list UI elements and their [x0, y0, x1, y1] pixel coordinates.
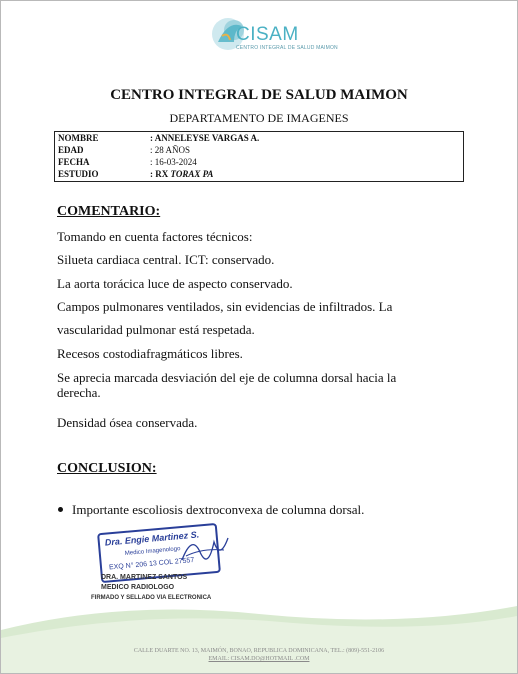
- comentario-line: Densidad ósea conservada.: [57, 415, 198, 430]
- logo-subtitle: CENTRO INTEGRAL DE SALUD MAIMON: [236, 45, 338, 51]
- info-value: : ANNELEYSE VARGAS A.: [150, 133, 260, 143]
- info-value: : 28 AÑOS: [150, 145, 191, 155]
- info-value: [150, 169, 213, 179]
- comentario-line: Silueta cardiaca central. ICT: conservado.: [57, 252, 275, 267]
- conclusion-item: [72, 502, 364, 518]
- signature-title: MEDICO RADIOLOGO: [101, 584, 175, 591]
- bullet-icon: [58, 507, 63, 512]
- study-prefix: : RX: [150, 169, 171, 179]
- info-label: FECHA: [58, 157, 90, 167]
- department-title: DEPARTAMENTO DE IMAGENES: [169, 111, 349, 125]
- comentario-heading: COMENTARIO:: [57, 204, 161, 219]
- stamp-role: Medico Imagenologo: [124, 546, 181, 557]
- comentario-line: La aorta torácica luce de aspecto conservado.: [57, 276, 293, 291]
- study-name: TORAX PA: [170, 169, 214, 179]
- info-label: EDAD: [58, 145, 84, 155]
- signature-note: FIRMADO Y SELLADO VIA ELECTRONICA: [91, 595, 212, 601]
- footer-email-link[interactable]: EMAIL: CISAM.DO@HOTMAIL .COM: [208, 656, 310, 662]
- document-title: CENTRO INTEGRAL DE SALUD MAIMON: [110, 87, 408, 103]
- conclusion-heading: CONCLUSION:: [57, 461, 157, 476]
- signature-name: DRA. MARTINEZ SANTOS: [101, 574, 188, 581]
- info-label: ESTUDIO: [58, 169, 99, 179]
- comentario-line: Recesos costodiafragmáticos libres.: [57, 346, 243, 361]
- comentario-line: Campos pulmonares ventilados, sin evidencias de infiltrados. La: [57, 299, 393, 314]
- footer-address: CALLE DUARTE NO. 13, MAIMÓN, BONAO, REPUBLICA DOMINICANA, TEL.: (809)-551-2106: [133, 648, 385, 654]
- footer-wave: [1, 600, 517, 673]
- comentario-line: vascularidad pulmonar está respetada.: [57, 322, 255, 337]
- info-label: NOMBRE: [58, 133, 99, 143]
- patient-info-box: [54, 131, 464, 182]
- comentario-line: Tomando en cuenta factores técnicos:: [57, 229, 253, 244]
- signature-block: [101, 573, 187, 593]
- stamp-name: Dra. Engie Martinez S.: [104, 529, 200, 548]
- logo-text: CISAM: [236, 24, 299, 45]
- stamp-exequatur: EXQ N° 206 13 COL 27557: [108, 556, 195, 572]
- signature-scribble-icon: [180, 530, 230, 570]
- info-value: : 16-03-2024: [150, 157, 197, 167]
- comentario-line: Se aprecia marcada desviación del eje de columna dorsal hacia la derecha.: [57, 370, 397, 400]
- conclusion-text: Importante escoliosis dextroconvexa de columna dorsal.: [72, 502, 365, 517]
